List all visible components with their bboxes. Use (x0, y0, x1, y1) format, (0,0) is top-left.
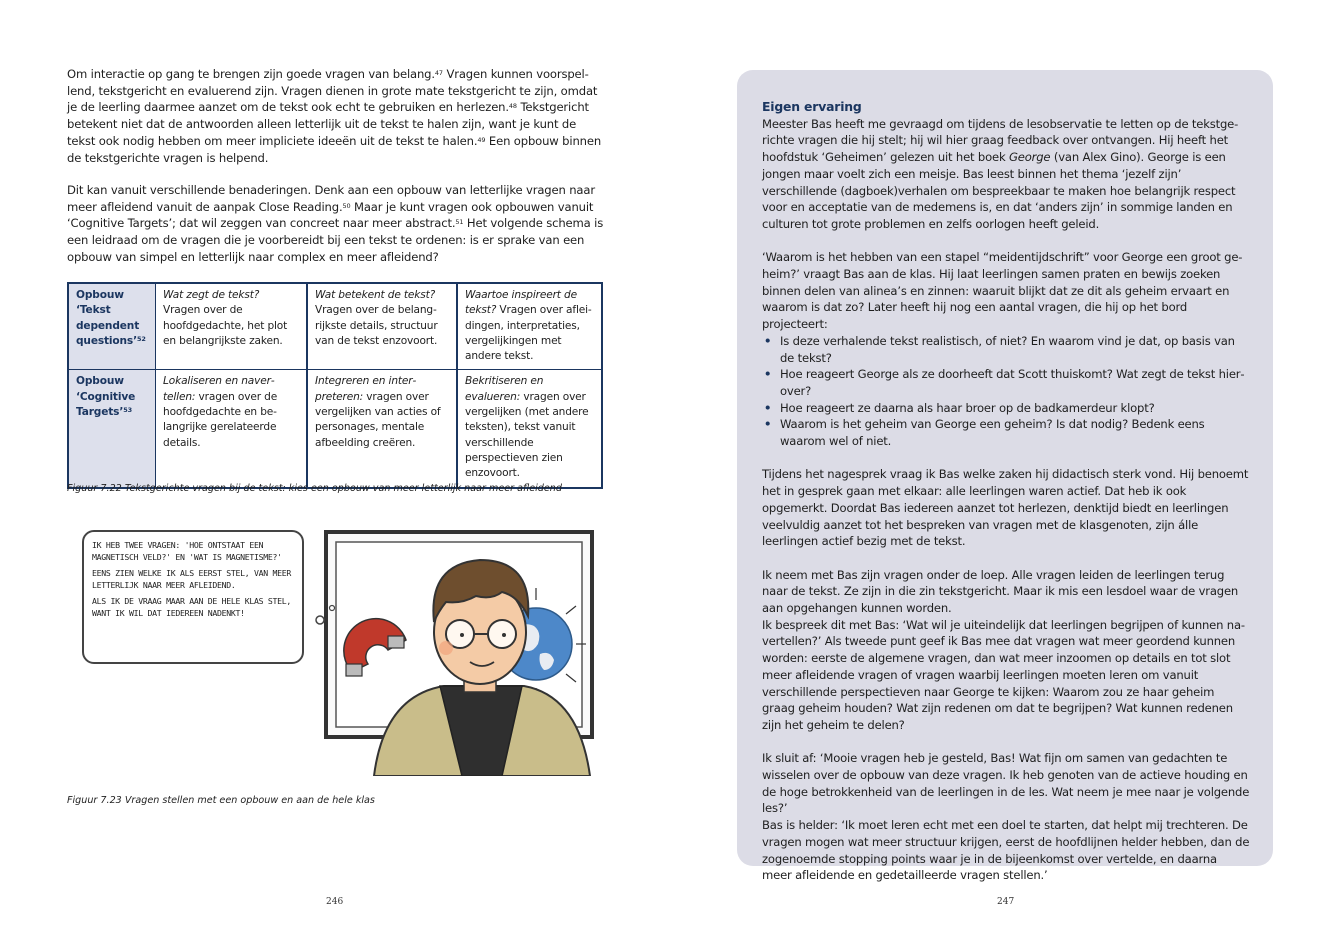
list-item: • Hoe reageert George als ze doorheeft dat Scott thuiskomt? Wat zegt de tekst hierover? (762, 366, 1250, 399)
box-paragraph: Tijdens het nagesprek vraag ik Bas welke zaken hij didactisch sterk vond. Hij benoemt het in gesprek gaan met elkaar: alle leerlingen waren actief. Dat heb ik ook opgemerkt. Doordat Bas iedereen aanzet tot herlezen, denktijd biedt en leerlingen veelvuldig aanzet tot het bespreken van vragen met de klasgenoten, zijn álle leerlingen actief bezig met de tekst. (762, 467, 1249, 549)
row-header: Opbouw ‘Cognitive Targets’$^{53}$ (68, 370, 156, 488)
box-paragraph: Bas is helder: ‘Ik moet leren echt met een doel te starten, dat helpt mij trechteren. De vragen mogen wat meer structuur krijgen, eerst de hoofdlijnen helder hebben, dan de zogenoemde stopping points waar je in de bijeenkomst over vertelde, en daarna meer afleidende en gedetailleerde vragen stellen.’ (762, 818, 1250, 883)
text-run: Een opbouw binnen de tekstgerichte vragen is helpend. (67, 133, 602, 165)
text-run: Meester Bas heeft me gevraagd om tijdens de lesobservatie te letten op de tekstgerichte vragen die hij stelt; hij wil hier graag feedback over ontvangen. Hij heeft het hoofdstuk ‘Geheimen’ gelezen uit het boek (762, 116, 1239, 165)
table-row (68, 283, 602, 370)
intro-paragraph (67, 66, 607, 166)
box-title: Eigen ervaring (762, 99, 862, 114)
box-paragraph: Ik neem met Bas zijn vragen onder de loep. Alle vragen leiden de leerlingen terug naar de tekst. Ze zijn in die zin tekstgericht. Maar ik mis een lesdoel waar de vragen aan opgehangen kunnen worden. (762, 567, 1239, 616)
question-scheme-table (67, 282, 603, 489)
text-run: Tekstgericht betekent niet dat de antwoorden alleen letterlijk uit de tekst te halen zijn, want je kunt de tekst ook nodig hebben om meer impliciete ideeën uit de tekst te halen. (67, 100, 589, 148)
box-paragraph: Ik sluit af: ‘Mooie vragen heb je gesteld, Bas! Wat fijn om samen van gedachten te wisselen over de opbouw van deze vragen. Ik heb genoten van de actieve houding en de hoge betrokkenheid van de leerlingen in de les. Wat neem je mee naar je volgende les?’ (762, 751, 1250, 816)
list-item: • Hoe reageert ze daarna als haar broer op de badkamerdeur klopt? (762, 400, 1250, 417)
experience-box-text (762, 99, 1250, 884)
list-item: • Waarom is het geheim van George een geheim? Is dat nodig? Bedenk eens waarom wel of niet. (762, 416, 1250, 449)
emphasis-text: George (1009, 150, 1051, 165)
footnote-ref: 51 (455, 218, 464, 227)
bubble-line: EENS ZIEN WELKE IK ALS EERST STEL, VAN MEER LETTERLIJK NAAR MEER AFLEIDEND. (92, 568, 292, 590)
approach-paragraph (67, 182, 607, 266)
comic-illustration (74, 522, 608, 776)
figure-caption-7-22: Figuur 7.22 Tekstgerichte vragen bij de tekst: kies een opbouw van meer letterlijk naar meer afleidend (67, 483, 562, 494)
table-cell: Waartoe inspireert de tekst? Vragen over afleidingen, interpretaties, vergelijkingen met andere tekst. (457, 283, 602, 370)
table-cell: Wat zegt de tekst? Vragen over de hoofdgedachte, het plot en belangrijkste zaken. (156, 283, 308, 370)
list-item: • Is deze verhalende tekst realistisch, of niet? En waarom vind je dat, op basis van de tekst? (762, 333, 1250, 366)
figure-caption-7-23: Figuur 7.23 Vragen stellen met een opbouw en aan de hele klas (67, 795, 375, 806)
text-run: Vragen kunnen voorspellend, tekstgericht en evaluerend zijn. Vragen dienen in grote mate tekstgericht te zijn, omdat je de leerling daarmee aanzet om de tekst ook echt te gebruiken en herlezen. (67, 67, 598, 115)
row-header: Opbouw ‘Tekst dependent questions’$^{52}$ (68, 283, 156, 370)
text-run: (van Alex Gino). George is een jongen maar voelt zich een meisje. Bas leest binnen het thema ‘jezelf zijn’ verschillende (dagboek)verhalen om bespreekbaar te maken hoe belangrijk respect voor en acceptatie van de medemens is, en dat ‘anders zijn’ in sommige landen en culturen tot grote problemen en zelfs oorlogen heeft geleid. (762, 150, 1236, 231)
text-run: Maar je kunt vragen ook opbouwen vanuit ‘Cognitive Targets’; dat wil zeggen van concreet naar meer abstract. (67, 199, 594, 231)
text-run: Om interactie op gang te brengen zijn goede vragen van belang. (67, 67, 435, 81)
page-number: 247 (997, 897, 1015, 907)
footnote-ref: 49 (477, 135, 486, 144)
footnote-ref: 47 (434, 69, 443, 77)
table-cell: Wat betekent de tekst? Vragen over de belangrijkste details, structuur van de tekst enzovoort. (307, 283, 457, 370)
footnote-ref: 48 (508, 102, 517, 111)
question-list (762, 333, 1250, 450)
table-cell: Integreren en interpreteren: vragen over vergelijken van acties of personages, mentale afbeelding creëren. (307, 370, 457, 488)
box-paragraph: ‘Waarom is het hebben van een stapel “meidentijdschrift” voor George een groot geheim?’ vraagt Bas aan de klas. Hij laat leerlingen samen praten en bewijs zoeken binnen delen van alinea’s en zinnen: waaruit blijkt dat ze dit als geheim ervaart en waarom is dat zo? Later heeft hij nog een aantal vragen, die hij op het bord projecteert: (762, 250, 1243, 332)
bubble-line: IK HEB TWEE VRAGEN: 'HOE ONTSTAAT EEN MAGNETISCH VELD?' EN 'WAT IS MAGNETISME?' (92, 540, 282, 562)
box-paragraph: Ik bespreek dit met Bas: ‘Wat wil je uiteindelijk dat leerlingen begrijpen of kunnen navertellen?’ Als tweede punt geef ik Bas mee dat vragen wat meer geordend kunnen worden: eerste de algemene vragen, dan wat meer inzoomen op details en tot slot meer afleidende vragen of vragen waarbij leerlingen moeten leren om vanuit verschillende perspectieven naar George te kijken: Waarom zou ze haar geheim graag geheim houden? Wat zijn redenen om dat te begrijpen? Wat kunnen redenen zijn het geheim te delen? (762, 617, 1246, 732)
text-run: Het volgende schema is een leidraad om de vragen die je voorbereidt bij een tekst te ordenen: is er sprake van een opbouw van simpel en letterlijk naar complex en meer afleidend? (67, 216, 604, 264)
speech-bubble (82, 530, 304, 664)
table-row (68, 370, 602, 488)
table-cell: Lokaliseren en navertellen: vragen over de hoofdgedachte en belangrijke gerelateerde details. (156, 370, 308, 488)
footnote-ref: 50 (342, 201, 351, 210)
bubble-line: ALS IK DE VRAAG MAAR AAN DE HELE KLAS STEL, WANT IK WIL DAT IEDEREEN NADENKT! (92, 596, 292, 618)
box-paragraph (762, 116, 1250, 233)
table-cell: Bekritiseren en evalueren: vragen over vergelijken (met andere teksten), tekst vanuit verschillende perspectieven zien enzovoort. (465, 375, 589, 480)
page-number: 246 (326, 897, 344, 907)
text-run: Dit kan vanuit verschillende benaderingen. Denk aan een opbouw van letterlijke vragen naar meer afleidend vanuit de aanpak Close Reading. (67, 183, 595, 214)
